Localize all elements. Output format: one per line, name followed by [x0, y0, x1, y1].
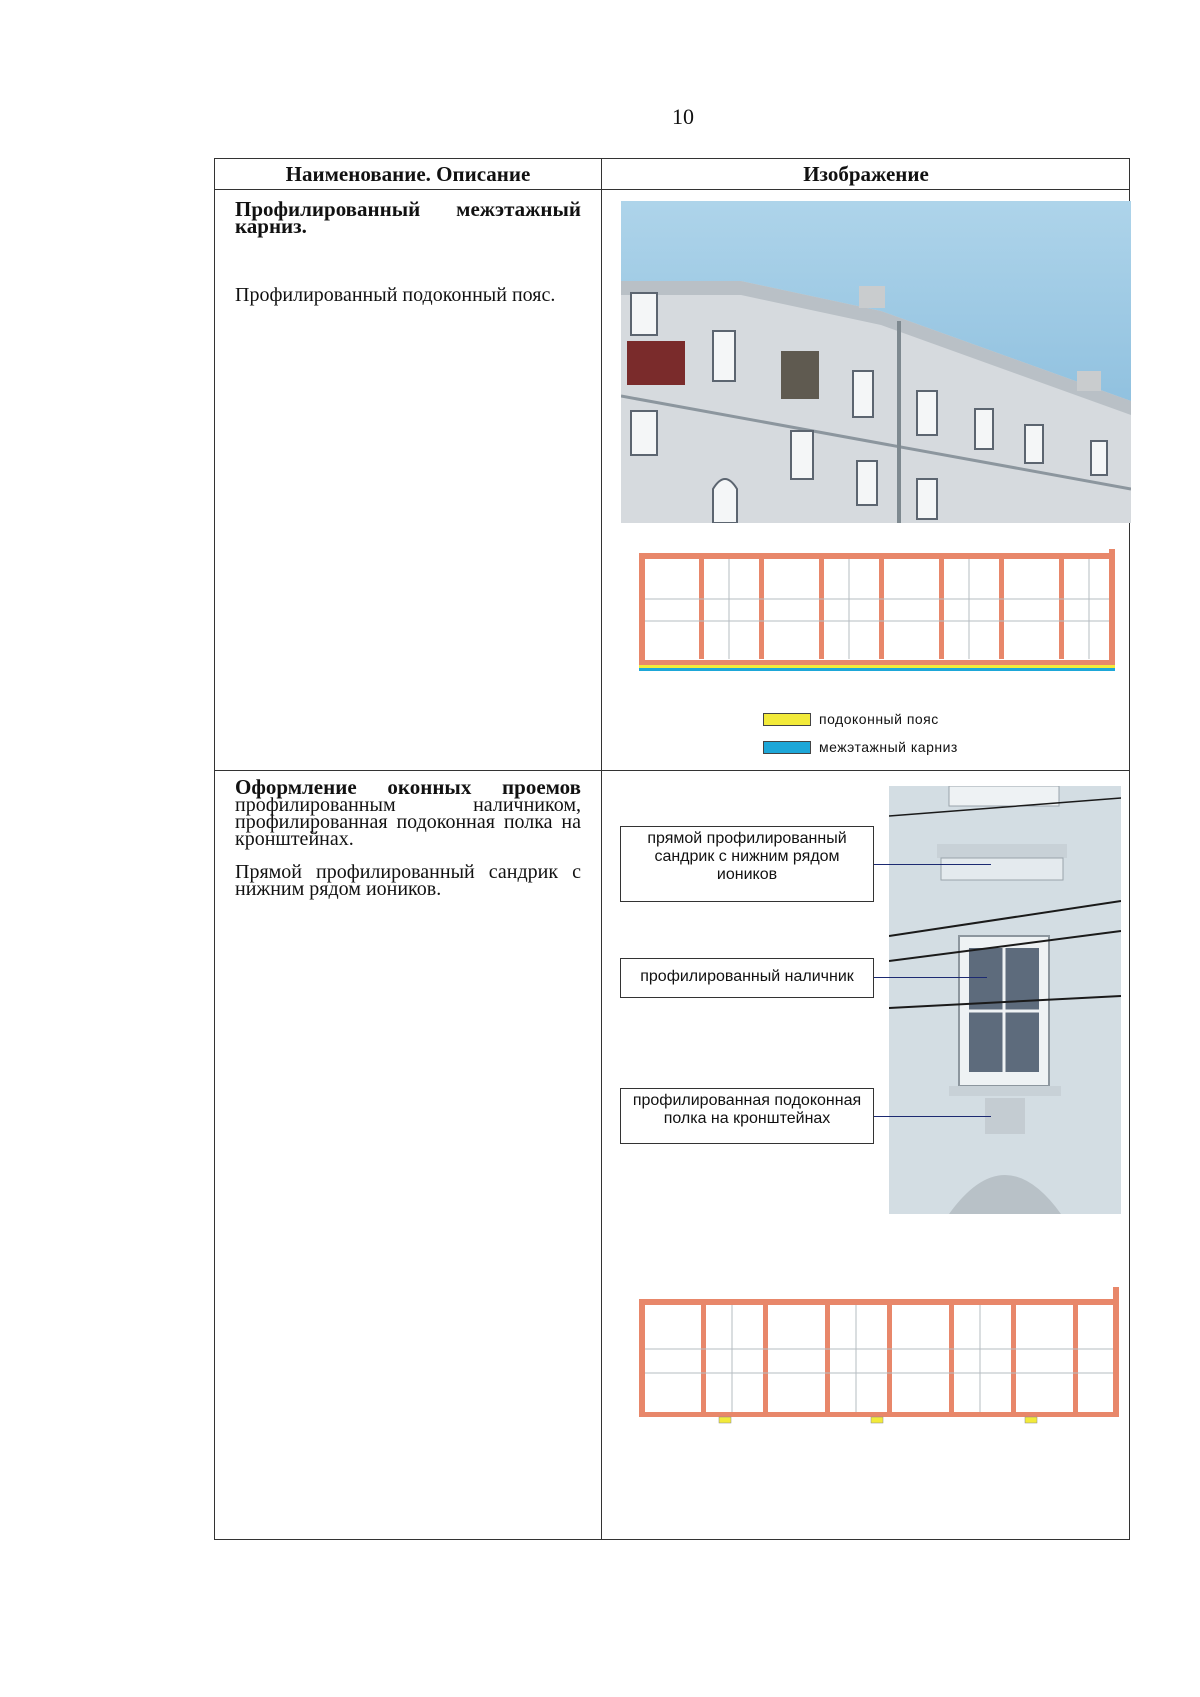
callout-nalichnik: профилированный наличник [620, 958, 874, 998]
table-row-divider [215, 770, 1129, 771]
row1-title: Профилированный межэтажный карниз. [235, 197, 581, 238]
callout-sandrik: прямой профилированный сандрик с нижним рядом иоников [620, 826, 874, 902]
legend-label: межэтажный карниз [819, 739, 958, 755]
table-column-divider [601, 159, 602, 1539]
callout-leader [874, 1116, 991, 1117]
header-name-description: Наименование. Описание [285, 162, 531, 186]
table-header-divider [215, 189, 1129, 190]
legend-label: подоконный пояс [819, 711, 939, 727]
legend-swatch-blue [763, 741, 811, 754]
row2-text [235, 775, 581, 850]
callout-leader [874, 864, 991, 865]
row2-lead: Оформление оконных проемов [235, 775, 581, 799]
floor-plan-windows [635, 1279, 1125, 1439]
row2-text2: Прямой профилированный сандрик с нижним рядом иоников. [235, 861, 581, 900]
callout-window-sill-shelf: профилированная подоконная полка на кронштейнах [620, 1088, 874, 1144]
legend-swatch-yellow [763, 713, 811, 726]
floor-plan-cornice [635, 539, 1120, 684]
description-table [214, 158, 1130, 1540]
row1-text: Профилированный подоконный пояс. [235, 284, 556, 306]
row2-text-rest: профилированным наличником, профилированная подоконная полка на кронштейнах. [235, 794, 581, 850]
header-image: Изображение [803, 162, 929, 186]
window-detail-photo [889, 786, 1121, 1214]
callout-leader [874, 977, 987, 978]
building-facade-photo [621, 201, 1131, 523]
page-number: 10 [672, 104, 694, 129]
